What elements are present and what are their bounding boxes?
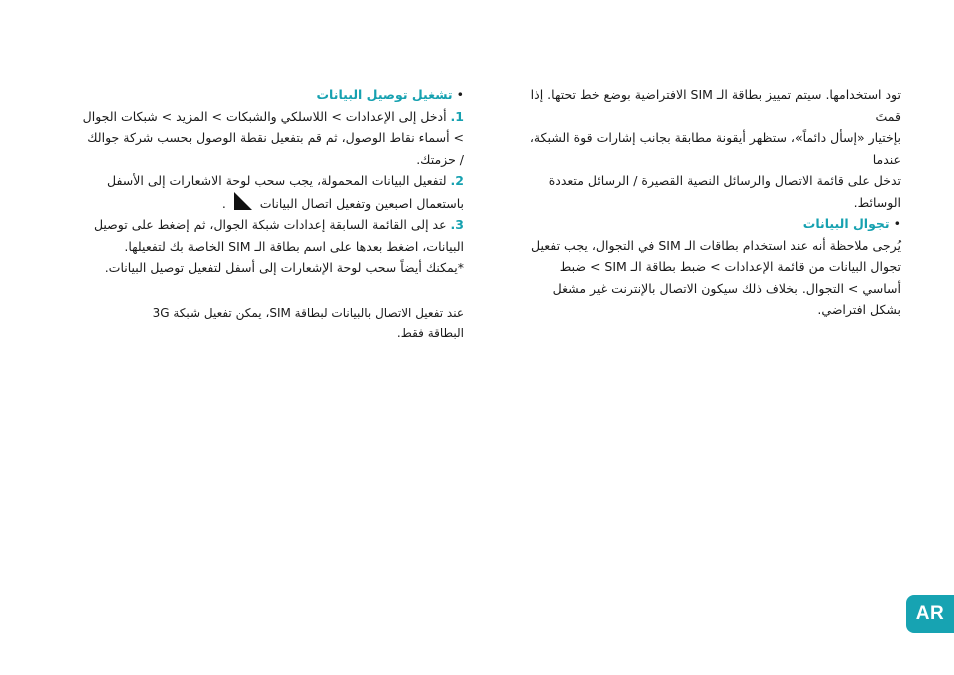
step1-number: 1. <box>450 108 464 124</box>
step1-line: > أسماء نقاط الوصول، ثم قم بتفعيل نقطة الوصول بحسب شركة جوالك <box>87 130 464 145</box>
step1-line <box>60 106 464 128</box>
step3-line <box>60 214 464 236</box>
step2-number: 2. <box>450 173 464 188</box>
intro-line: بإختيار «إسأل دائماً»، ستظهر أيقونة مطابقة بجانب إشارات قوة الشبكة، عندما <box>529 130 901 167</box>
step2-line <box>60 170 464 192</box>
step3-line: البيانات، اضغط بعدها على اسم بطاقة الـ SIM الخاصة بك لتفعيلها. <box>124 238 464 254</box>
step1-line: / حزمتك. <box>416 151 464 167</box>
roaming-line: بشكل افتراضي. <box>817 302 901 317</box>
step2-line <box>60 192 464 215</box>
step2-end: . <box>221 195 226 211</box>
sim-3g-line: عند تفعيل الاتصال بالبيانات لبطاقة SIM، يمكن تفعيل شبكة 3G <box>152 305 464 320</box>
bullet-icon: • <box>893 216 901 231</box>
roaming-heading: تجوال البيانات <box>802 216 890 231</box>
intro-line: تدخل على قائمة الاتصال والرسائل النصية القصيرة / الرسائل متعددة الوسائط. <box>548 173 901 210</box>
signal-triangle-icon <box>234 192 252 210</box>
bullet-icon: • <box>456 87 464 102</box>
spacer <box>60 279 464 303</box>
step1-text: أدخل إلى الإعدادات > اللاسلكي والشبكات > المزيد > شبكات الجوال <box>82 108 447 124</box>
intro-line: تود استخدامها. سيتم تمييز بطاقة الـ SIM الافتراضية بوضع خط تحتها. إذا قمتَ <box>530 87 901 124</box>
data-connection-heading-row <box>60 84 464 106</box>
step2-text: باستعمال اصبعين وتفعيل اتصال البيانات <box>259 195 464 211</box>
data-connection-heading: تشغيل توصيل البيانات <box>316 87 453 102</box>
sim-3g-line: البطاقة فقط. <box>396 325 464 340</box>
step3-number: 3. <box>450 217 464 232</box>
note-line: *يمكنك أيضاً سحب لوحة الإشعارات إلى أسفل لتفعيل توصيل البيانات. <box>104 260 464 275</box>
roaming-line: تجوال البيانات من قائمة الإعدادات > ضبط بطاقة الـ SIM > ضبط <box>559 259 901 274</box>
right-column <box>505 84 901 321</box>
left-column <box>60 84 464 343</box>
language-badge: AR <box>906 595 954 633</box>
roaming-line: يُرجى ملاحظة أنه عند استخدام بطاقات الـ SIM في التجوال، يجب تفعيل <box>531 237 901 253</box>
roaming-heading-row <box>505 213 901 235</box>
step2-text: لتفعيل البيانات المحمولة، يجب سحب لوحة الاشعارات إلى الأسفل <box>107 173 447 188</box>
step3-text: عد إلى القائمة السابقة إعدادات شبكة الجوال، ثم إضغط على توصيل <box>93 217 447 232</box>
roaming-line: أساسي > التجوال. بخلاف ذلك سيكون الاتصال بالإنترنت غير مشغل <box>552 280 901 296</box>
